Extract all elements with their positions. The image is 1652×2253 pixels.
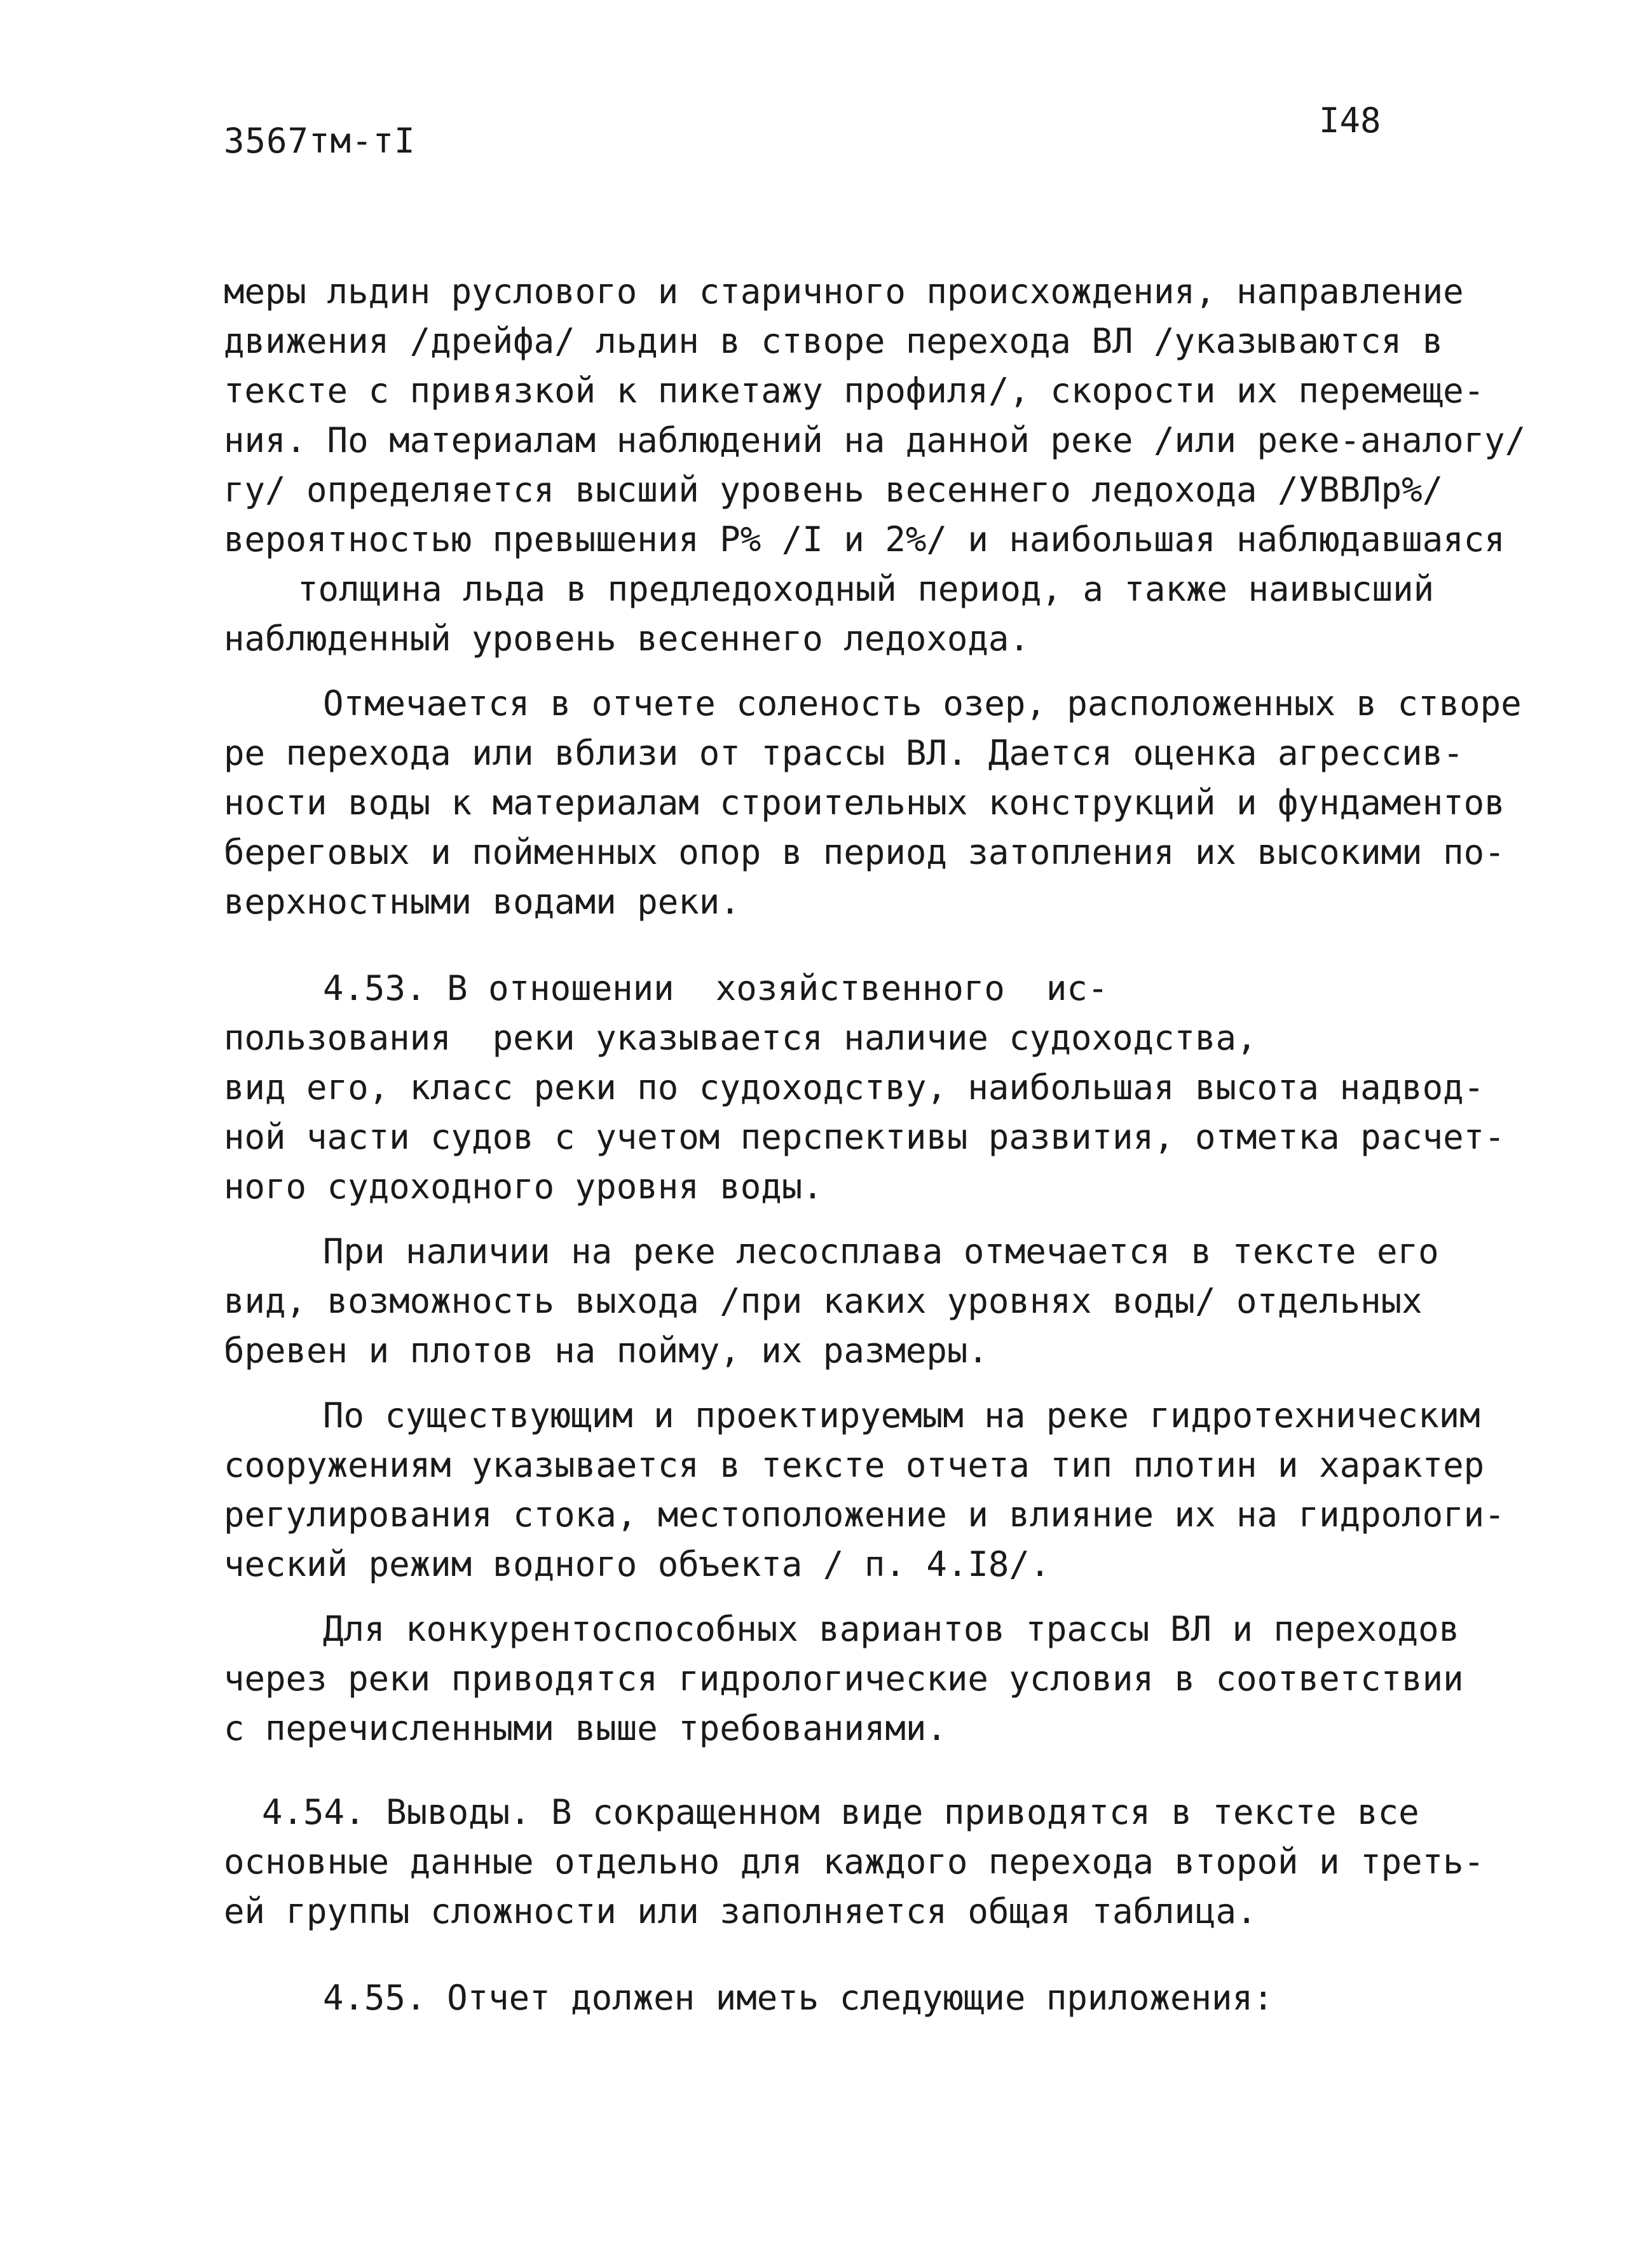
text-line-11: ности воды к материалам строительных конструкций и фундаментов bbox=[224, 783, 1505, 823]
text-line-21: бревен и плотов на пойму, их размеры. bbox=[224, 1331, 988, 1371]
text-line-13: верхностными водами реки. bbox=[224, 882, 741, 922]
section-4-53-heading: 4.53. В отношении хозяйственного ис- bbox=[323, 968, 1109, 1008]
text-line-19: При наличии на реке лесосплава отмечается в тексте его bbox=[323, 1231, 1439, 1271]
text-line-27: через реки приводятся гидрологические условия в соответствии bbox=[224, 1659, 1464, 1699]
text-line-15: пользования реки указывается наличие судоходства, bbox=[224, 1018, 1257, 1058]
text-line-20: вид, возможность выхода /при каких уровнях воды/ отдельных bbox=[224, 1281, 1423, 1321]
text-line-18: ного судоходного уровня воды. bbox=[224, 1167, 823, 1207]
text-line-3: тексте с привязкой к пикетажу профиля/, скорости их перемеще- bbox=[224, 371, 1485, 411]
text-line-9: Отмечается в отчете соленость озер, расположенных в створе bbox=[323, 683, 1522, 723]
text-line-7: толщина льда в предледоходный период, а также наивысший bbox=[297, 569, 1435, 609]
text-line-28: с перечисленными выше требованиями. bbox=[224, 1708, 947, 1748]
text-line-1: меры льдин руслового и старичного происхождения, направление bbox=[224, 271, 1464, 312]
text-line-6: вероятностью превышения Р% /I и 2%/ и наибольшая наблюдавшаяся bbox=[224, 519, 1505, 559]
document-code: 3567тм-тI bbox=[224, 121, 416, 161]
page-number: I48 bbox=[1319, 100, 1381, 140]
text-line-12: береговых и пойменных опор в период затопления их высокими по- bbox=[224, 832, 1505, 872]
text-line-23: сооружениям указывается в тексте отчета тип плотин и характер bbox=[224, 1445, 1485, 1485]
text-line-17: ной части судов с учетом перспективы развития, отметка расчет- bbox=[224, 1117, 1505, 1157]
text-line-24: регулирования стока, местоположение и влияние их на гидрологи- bbox=[224, 1495, 1505, 1535]
section-4-54-heading: 4.54. Выводы. В сокращенном виде приводятся в тексте все bbox=[262, 1792, 1419, 1832]
text-line-16: вид его, класс реки по судоходству, наибольшая высота надвод- bbox=[224, 1067, 1485, 1107]
text-line-22: По существующим и проектируемым на реке гидротехническим bbox=[323, 1395, 1480, 1435]
section-4-55-heading: 4.55. Отчет должен иметь следующие приложения: bbox=[323, 1978, 1274, 2018]
text-line-2: движения /дрейфа/ льдин в створе перехода ВЛ /указываются в bbox=[224, 321, 1444, 361]
text-line-30: основные данные отдельно для каждого перехода второй и треть- bbox=[224, 1842, 1485, 1882]
text-line-5: гу/ определяется высший уровень весеннего ледохода /УВВЛр%/ bbox=[224, 470, 1444, 510]
text-line-8: наблюденный уровень весеннего ледохода. bbox=[224, 619, 1030, 659]
text-line-25: ческий режим водного объекта / п. 4.I8/. bbox=[224, 1544, 1051, 1584]
text-line-26: Для конкурентоспособных вариантов трассы ВЛ и переходов bbox=[323, 1609, 1460, 1649]
text-line-10: ре перехода или вблизи от трассы ВЛ. Дается оценка агрессив- bbox=[224, 733, 1464, 773]
text-line-4: ния. По материалам наблюдений на данной реке /или реке-аналогу/ bbox=[224, 420, 1526, 460]
text-line-31: ей группы сложности или заполняется общая таблица. bbox=[224, 1891, 1257, 1931]
